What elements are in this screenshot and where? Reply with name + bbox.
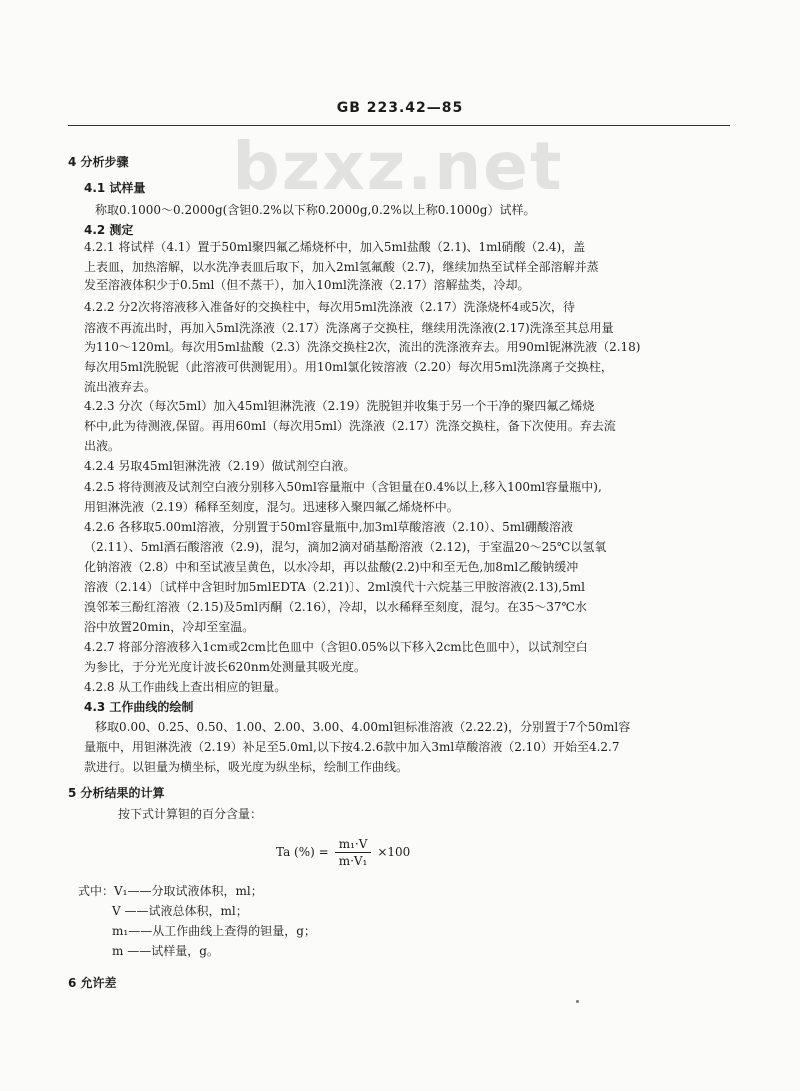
header-rule: [68, 125, 730, 126]
where-line: m₁——从工作曲线上查得的钽量，g；: [112, 924, 316, 938]
para-4-2-2-line: 每次用5ml洗脱铌（此溶液可供测铌用）。用10ml氯化铵溶液（2.20）每次用5ml洗涤离子交换柱，: [84, 360, 613, 374]
section-4-heading: 4 分析步骤: [68, 155, 129, 169]
section-4-3-heading: 4.3 工作曲线的绘制: [84, 700, 194, 714]
where-line: m ——试样量，g。: [112, 944, 219, 958]
para-4-2-1-line: 4.2.1 将试样（4.1）置于50ml聚四氟乙烯烧杯中，加入5ml盐酸（2.1)、1ml硝酸（2.4)，盖: [84, 240, 586, 254]
formula-denominator: m·V₁: [338, 853, 368, 868]
para-4-2-1-line: 发至溶液体积少于0.5ml（但不蒸干），加入10ml洗涤液（2.17）溶解盐类，冷却。: [84, 278, 530, 292]
para-4-2-4: 4.2.4 另取45ml钽淋洗液（2.19）做试剂空白液。: [84, 459, 356, 473]
where-line: V ——试液总体积，ml；: [112, 904, 248, 918]
section-4-1-heading: 4.1 试样量: [84, 181, 146, 195]
para-4-2-7-line: 为参比，于分光光度计波长620nm处测量其吸光度。: [84, 660, 367, 674]
formula-multiplier: ×100: [377, 845, 411, 859]
section-5-intro: 按下式计算钽的百分含量：: [118, 807, 263, 821]
para-4-2-2-line: 4.2.2 分2次将溶液移入准备好的交换柱中，每次用5ml洗涤液（2.17）洗涤烧杯4或5次，待: [84, 300, 575, 314]
para-4-3-line: 移取0.00、0.25、0.50、1.00、2.00、3.00、4.00ml钽标准溶液（2.22.2)，分别置于7个50ml容: [95, 720, 631, 734]
para-4-2-3-line: 4.2.3 分次（每次5ml）加入45ml钽淋洗液（2.19）洗脱钽并收集于另一个干净的聚四氟乙烯烧: [84, 399, 595, 413]
para-4-2-5-line: 4.2.5 将待测液及试剂空白液分别移入50ml容量瓶中（含钽量在0.4%以上,移入100ml容量瓶中),: [84, 480, 602, 494]
standard-code-header: GB 223.42—85: [336, 100, 464, 116]
para-4-2-1-line: 上表皿，加热溶解，以水洗净表皿后取下，加入2ml氢氟酸（2.7)，继续加热至试样全部溶解并蒸: [84, 260, 599, 274]
formula: [276, 832, 410, 872]
formula-lhs: Ta (%) =: [276, 845, 329, 859]
para-4-2-2-line: 流出液弃去。: [84, 380, 157, 394]
section-4-2-heading: 4.2 测定: [84, 223, 134, 237]
para-4-2-6-line: 溴邻苯三酚红溶液（2.15)及5ml丙酮（2.16），冷却，以水稀释至刻度，混匀。在35～37℃水: [84, 600, 587, 614]
para-4-2-3-line: 出液。: [84, 439, 121, 453]
para-4-2-2-line: 为110～120ml。每次用5ml盐酸（2.3）洗涤交换柱2次，流出的洗涤液弃去。用90ml铌淋洗液（2.18): [84, 340, 641, 354]
section-4-1-text: 称取0.1000～0.2000g(含钽0.2%以下称0.2000g,0.2%以上称0.1000g）试样。: [95, 203, 536, 217]
scan-speck: [576, 1000, 579, 1003]
para-4-2-6-line: 4.2.6 各移取5.00ml溶液，分别置于50ml容量瓶中,加3ml草酸溶液（2.10）、5ml硼酸溶液: [84, 520, 574, 534]
formula-fraction: [335, 836, 372, 869]
where-line: 式中：V₁——分取试液体积，ml；: [78, 884, 263, 898]
formula-numerator: m₁·V: [335, 836, 372, 853]
watermark: bzxz.net: [232, 128, 564, 205]
para-4-3-line: 量瓶中，用钽淋洗液（2.19）补足至5.0ml,以下按4.2.6款中加入3ml草酸溶液（2.10）开始至4.2.7: [84, 740, 620, 754]
para-4-2-6-line: （2.11）、5ml酒石酸溶液（2.9)，混匀，滴加2滴对硝基酚溶液（2.12)，于室温20～25℃以氢氧: [84, 540, 607, 554]
para-4-2-6-line: 浴中放置20min，冷却至室温。: [84, 620, 255, 634]
para-4-2-8: 4.2.8 从工作曲线上查出相应的钽量。: [84, 680, 287, 694]
para-4-2-3-line: 杯中,此为待测液,保留。再用60ml（每次用5ml）洗涤液（2.17）洗涤交换柱，备下次使用。弃去流: [84, 419, 616, 433]
para-4-2-5-line: 用钽淋洗液（2.19）稀释至刻度，混匀。迅速移入聚四氟乙烯烧杯中。: [84, 500, 459, 514]
section-6-heading: 6 允许差: [68, 976, 117, 990]
section-5-heading: 5 分析结果的计算: [68, 786, 165, 800]
para-4-2-6-line: 化钠溶液（2.8）中和至试液呈黄色，以水冷却，再以盐酸(2.2)中和至无色,加8ml乙酸钠缓冲: [84, 560, 579, 574]
para-4-2-6-line: 溶液（2.14）〔试样中含钽时加5mlEDTA（2.21)〕、2ml溴代十六烷基三甲胺溶液(2.13),5ml: [84, 580, 585, 594]
para-4-2-2-line: 溶液不再流出时，再加入5ml洗涤液（2.17）洗涤离子交换柱，继续用洗涤液(2.17)洗涤至其总用量: [84, 321, 614, 335]
para-4-2-7-line: 4.2.7 将部分溶液移入1cm或2cm比色皿中（含钽0.05%以下移入2cm比色皿中），以试剂空白: [84, 640, 588, 654]
para-4-3-line: 款进行。以钽量为横坐标，吸光度为纵坐标，绘制工作曲线。: [84, 760, 409, 774]
